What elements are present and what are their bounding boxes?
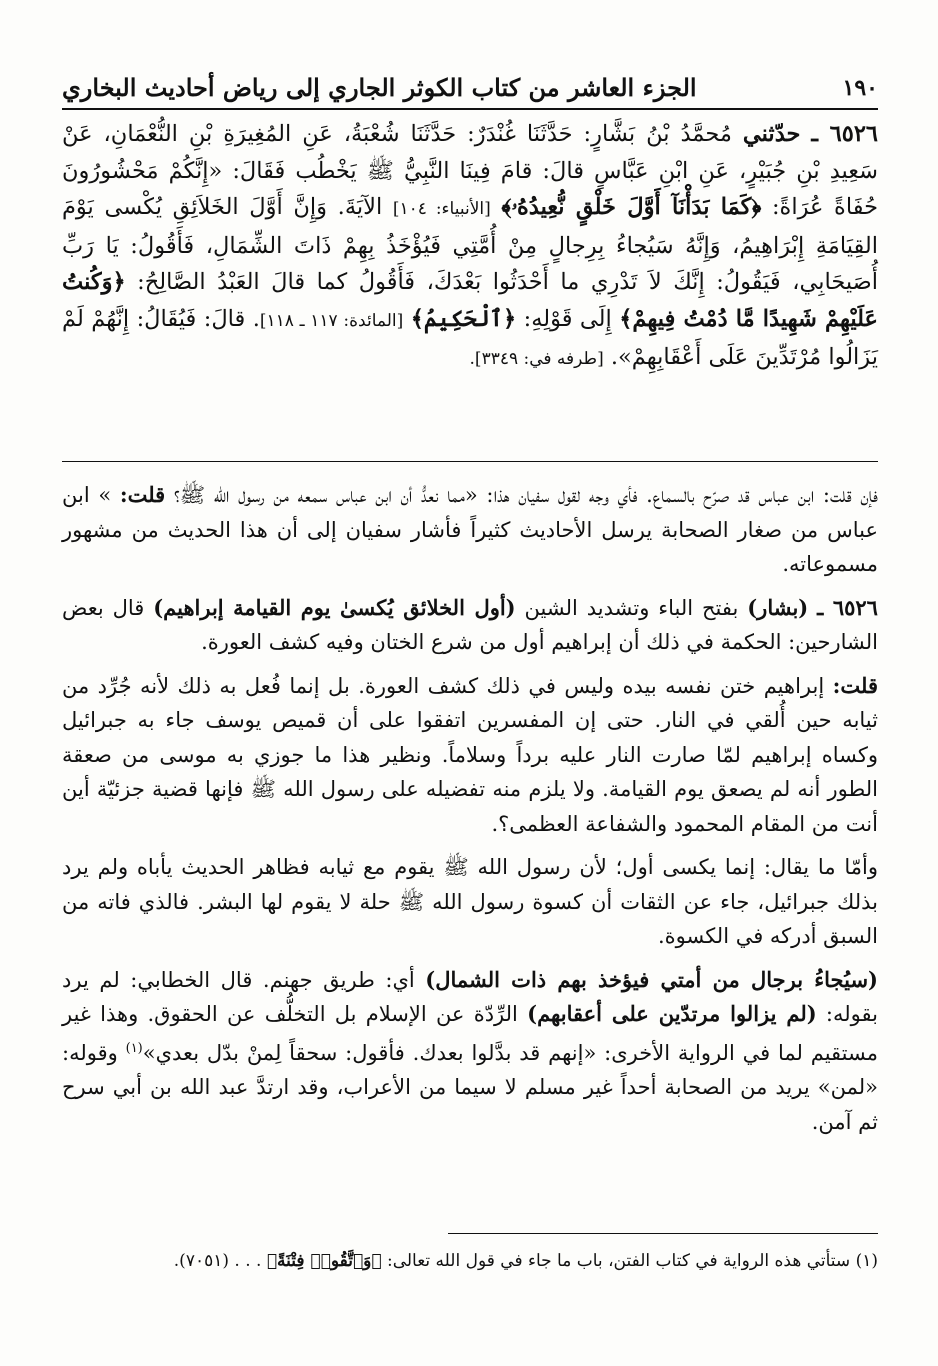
commentary-text: بفتح الباء وتشديد الشين (524, 595, 739, 620)
bold-term: (بشار) (747, 594, 809, 620)
footnote (62, 1246, 878, 1276)
quran-verse-2: ﴿وَكُنتُ عَلَيْهِمْ شَهِيدًا مَّا دُمْتُ فِيهِمْ﴾ (62, 269, 878, 332)
hadith-paragraph (62, 116, 878, 378)
section-divider (62, 461, 878, 462)
cross-reference: [طرفه في: ٣٣٤٩]. (469, 349, 604, 369)
bold-term: (لم يزالوا مرتدّين على أعقابهم) (527, 1001, 817, 1026)
header-rule (62, 108, 878, 110)
running-title: الجزء العاشر من كتاب الكوثر الجاري إلى رياض أحاديث البخاري (62, 73, 697, 102)
qultu-label: قلت: (119, 482, 166, 507)
hadith-text-1: مُحمَّدُ بْنُ بَشَّارٍ: حَدَّثَنَا غُنْدَرٌ: حَدَّثَنَا شُعْبَةُ، عَنِ المُغِيرَةِ بْنِ النُّعْمَانِ، عَنْ سَعِيدِ بْنِ جُبَيْرٍ، عَنِ ابْنِ عَبَّاسٍ قالَ: قامَ فِينَا النَّبِيُّ ﷺ يَخْطُب فَقَالَ: «إِنَّكُمْ مَحْشُورُونَ حُفَاةً عُرَاةً: (62, 121, 878, 220)
hadith-text-3: إِلَى قَوْلِهِ: (523, 305, 612, 332)
page-number: ١٩٠ (842, 75, 878, 101)
footnote-number: (١) (855, 1251, 878, 1271)
bold-term: (أول الخلائق يُكسىٰ يوم القيامة إبراهيم) (153, 594, 516, 620)
commentary-text: قال بعض الشارحين: الحكمة في ذلك أن إبراهيم أول من شرع الختان وفيه كشف العورة. (62, 595, 878, 654)
quran-reference-1: [الأنبياء: ١٠٤] (392, 199, 491, 219)
hadith-lead: حدّثني (742, 121, 801, 147)
quran-reference-2: [المائدة: ١١٧ ـ ١١٨] (259, 310, 404, 331)
commentary-paragraph-5 (62, 963, 878, 1140)
commentary-text: فإن قلت: ابن عباس قد صرّح بالسماع. فأي وجه لقول سفيان هذا: «مما نعدُّ أن ابن عباس سمعه من رسول الله ﷺ؟ (173, 483, 878, 507)
footnote-text: ستأتي هذه الرواية في كتاب الفتن، باب ما جاء في قول الله تعالى: (386, 1251, 851, 1271)
footnote-quran: ﴿وَٱتَّقُوا۟ فِتْنَةً﴾ (266, 1251, 382, 1271)
footnote-marker: (١) (125, 1040, 143, 1056)
quran-verse-3: ﴿ٱلْحَكِيمُ﴾ (410, 305, 517, 332)
hadith-number-ref: ٦٥٢٦ ـ (817, 594, 878, 620)
commentary-text: » ابن عباس من صغار الصحابة يرسل الأحاديث كثيراً فأشار سفيان إلى أن هذا الحديث من مشهور مسموعاته. (62, 483, 878, 576)
commentary-text: إبراهيم ختن نفسه بيده وليس في ذلك كشف العورة. بل إنما فُعل به ذلك لأنه جُرِّد من ثيابه حين أُلقي في النار. حتى إن المفسرين اتفقوا على أن قميص يوسف جاء به جبرائيل وكساه إبراهيم لمّا صارت النار عليه برداً وسلاماً. ونظير هذا ما جوزي به موسى من صعقة الطور أنه لم يصعق يوم القيامة. ولا يلزم منه تفضيله على رسول الله ﷺ فإنها قضية جزئيّة أين أنت من المقام المحمود والشفاعة العظمى؟. (62, 673, 878, 836)
hadith-text-block (62, 116, 878, 378)
commentary-text: أي: طريق جهنم. قال الخطابي: لم يرد بقوله: (62, 967, 878, 1026)
bold-term: (سيُجاءُ برجال من أمتي فيؤخذ بهم ذات الشمال) (425, 966, 878, 992)
commentary-paragraph-2 (62, 591, 878, 660)
commentary-block (62, 478, 878, 1148)
quran-verse-1: ﴿كَمَا بَدَأْنَآ أَوَّلَ خَلْقٍ نُّعِيدُهُۥ﴾ (501, 194, 762, 220)
running-header (62, 52, 878, 106)
commentary-text: وقوله: «لمن» يريد من الصحابة أحداً غير مسلم لا سيما من الأعراب، وقد ارتدَّ عبد الله بن أبي سرح ثم آمن. (62, 1040, 878, 1134)
footnote-rule (448, 1233, 878, 1234)
footnote-end: . . . (٧٠٥١). (173, 1251, 262, 1271)
commentary-text: الرِّدّة عن الإسلام بل التخلُّف عن الحقوق. وهذا غير مستقيم لما في الرواية الأخرى: «إنهم قد بدَّلوا بعدك. فأقول: سحقاً لِمنْ بدّل بعدي» (62, 1002, 878, 1065)
commentary-paragraph-4 (62, 850, 878, 954)
commentary-paragraph-3 (62, 669, 878, 842)
qultu-label: قلت: (832, 672, 878, 698)
hadith-number: ٦٥٢٦ ـ (811, 121, 878, 147)
commentary-paragraph-1 (62, 478, 878, 582)
commentary-text: وأمّا ما يقال: إنما يكسى أول؛ لأن رسول الله ﷺ يقوم مع ثيابه فظاهر الحديث يأباه ولم يرد بذلك جبرائيل، جاء عن الثقات أن كسوة رسول الله ﷺ حلة لا يقوم لها البشر. فالذي فاته من السبق أدركه في الكسوة. (62, 855, 879, 948)
hadith-text-4: . قالَ: فَيُقَالُ: إِنَّهُمْ لَمْ يَزَالُوا مُرْتَدِّينَ عَلَى أَعْقَابِهِمْ». (62, 305, 878, 370)
hadith-text-2: الآيَةَ. وَإِنَّ أَوَّلَ الخَلاَئِقِ يُكْسى يَوْمَ القِيَامَةِ إِبْرَاهِيمُ، وَإِنَّهُ سَيُجاءُ بِرِجالٍ مِنْ أُمَّتِي فَيُؤْخَذُ بِهِمْ ذَاتَ الشِّمَالِ، فَأَقُولُ: يَا رَبِّ أُصَيحَابِي، فَيَقُولُ: إِنَّكَ لاَ تَدْرِي ما أَحْدَثُوا بَعْدَكَ، فَأَقُولُ كما قالَ العَبْدُ الصَّالِحُ: (62, 194, 878, 295)
